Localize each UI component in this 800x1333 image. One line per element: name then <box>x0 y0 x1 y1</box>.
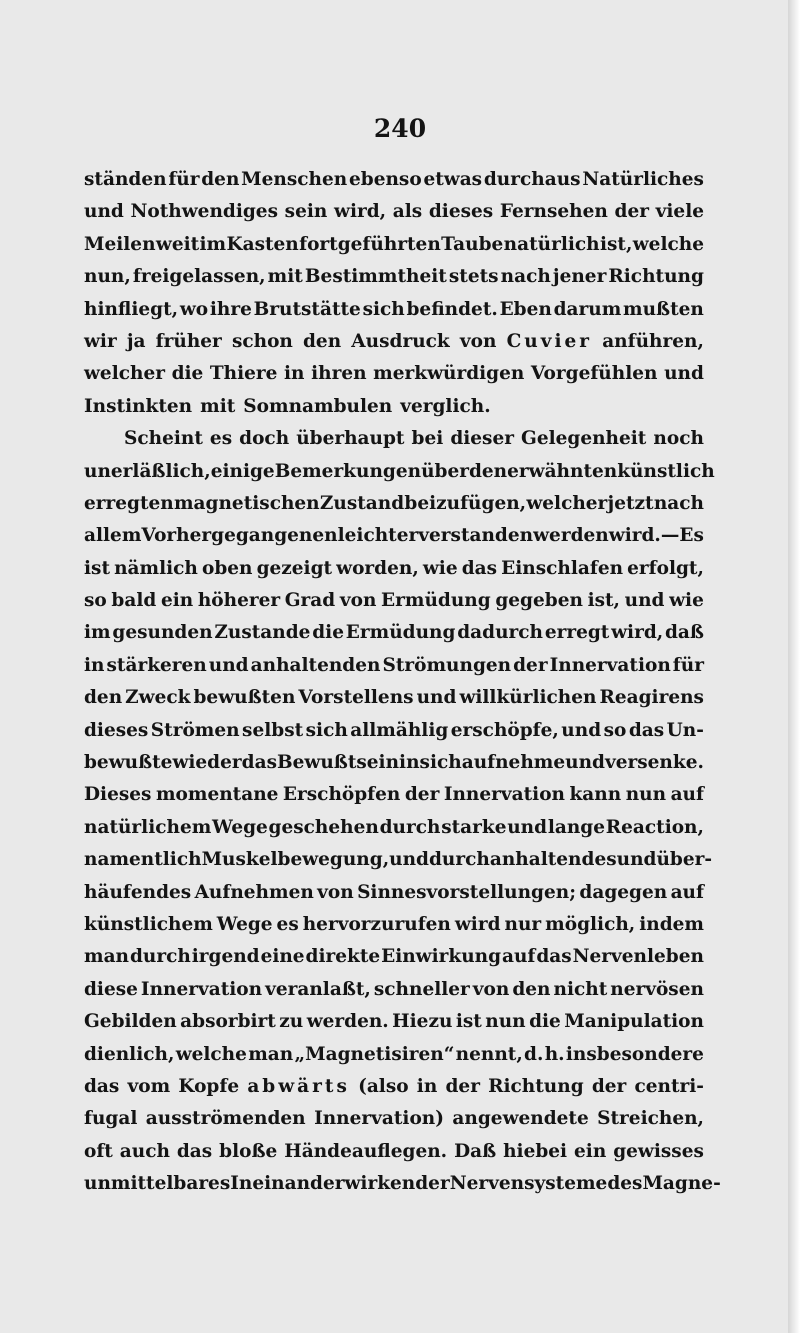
word: für <box>168 169 200 190</box>
word: fugal <box>84 1108 138 1130</box>
word: den <box>512 978 551 1000</box>
word: Wege <box>216 913 273 935</box>
word: man <box>84 946 130 968</box>
word: Innervation <box>549 654 671 676</box>
word: dienlich, <box>84 1043 175 1065</box>
word: momentane <box>155 784 279 806</box>
word: Cuvier <box>506 330 593 352</box>
word: sich <box>362 298 405 320</box>
word: nach <box>653 492 704 514</box>
word: in <box>84 654 105 676</box>
word: ist <box>455 1011 482 1033</box>
word: bei <box>411 428 444 450</box>
word: freigelassen, <box>132 266 266 288</box>
word: Thiere <box>209 363 278 385</box>
word: welcher <box>526 492 608 514</box>
word: Somnambulen <box>243 395 393 417</box>
word: diese <box>84 978 138 1000</box>
word: absorbirt <box>180 1011 276 1033</box>
page-number: 240 <box>373 114 427 143</box>
word: werden <box>533 525 609 547</box>
word: schon <box>231 330 293 352</box>
word: wird. <box>608 525 661 547</box>
word: sich <box>419 752 462 774</box>
word: befindet. <box>406 298 498 320</box>
word: erregt <box>544 622 610 644</box>
word: im <box>199 233 227 255</box>
word: das <box>536 946 572 968</box>
word: so <box>84 590 107 612</box>
word: wird, <box>611 622 664 644</box>
word: früher <box>155 330 222 352</box>
word: und <box>416 687 457 709</box>
word: Magne- <box>642 1173 721 1195</box>
word: natürlichem <box>84 816 212 838</box>
word: starke <box>441 816 507 838</box>
word: (also <box>358 1075 409 1097</box>
word: die <box>171 363 204 385</box>
word: erwähnten <box>507 460 618 482</box>
word: den <box>84 687 123 709</box>
word: ist <box>84 557 110 579</box>
text-line <box>84 488 704 520</box>
word: Fernsehen <box>499 201 608 223</box>
word: von <box>317 881 354 903</box>
word: gewisses <box>613 1140 704 1162</box>
word: unerläßlich, <box>84 460 211 482</box>
word: auch <box>119 1140 170 1162</box>
word: Gelegenheit <box>521 428 647 450</box>
word: Nervenleben <box>572 946 704 968</box>
word: wird, <box>334 201 387 223</box>
text-line <box>84 391 704 423</box>
word: Vorhergegangenen <box>141 525 338 547</box>
word: nämlich <box>114 557 198 579</box>
word: Instinkten <box>84 395 193 417</box>
text-line <box>84 779 704 811</box>
word: natürlich <box>503 233 600 255</box>
word: ebenso <box>349 169 422 190</box>
word: centri- <box>634 1075 704 1097</box>
word: durch <box>129 946 191 968</box>
word: über <box>421 460 469 482</box>
word: „Magnetisiren“ <box>294 1043 455 1065</box>
word: insbesondere <box>565 1043 704 1065</box>
word: Einschlafen <box>501 557 624 579</box>
word: dagegen <box>579 881 668 903</box>
text-line <box>84 909 704 941</box>
word: anhaltendes <box>489 849 617 871</box>
word: dieses <box>84 719 149 741</box>
text-line <box>84 747 704 779</box>
word: ein <box>574 1140 607 1162</box>
word: man <box>248 1043 294 1065</box>
word: in <box>416 1075 438 1097</box>
word: irgend <box>191 946 260 968</box>
word: ein <box>160 590 194 612</box>
word: d. <box>524 1043 544 1065</box>
word: Dieses <box>84 784 152 806</box>
text-line <box>84 261 704 293</box>
word: unmittelbares <box>84 1173 231 1195</box>
word: höherer <box>197 590 281 612</box>
word: nun <box>625 784 667 806</box>
word: Einwirkung <box>381 946 502 968</box>
word: aufnehme <box>461 752 566 774</box>
word: Reaction, <box>605 816 704 838</box>
word: wieder <box>172 752 242 774</box>
text-line <box>84 553 704 585</box>
word: veranlaßt, <box>265 978 371 1000</box>
word: der <box>415 1173 450 1195</box>
word: anführen, <box>602 330 704 352</box>
word: jener <box>552 266 607 288</box>
word: welche <box>632 233 704 255</box>
word: als <box>392 201 423 223</box>
word: geschehen <box>268 816 379 838</box>
word: Sinnesvorstellungen; <box>357 881 577 903</box>
word: für <box>672 654 704 676</box>
word: und <box>389 849 429 871</box>
word: angewendete <box>452 1108 589 1130</box>
word: Innervation) <box>314 1108 444 1130</box>
word: ist, <box>599 233 633 255</box>
word: Richtung <box>488 1075 584 1097</box>
word: h. <box>544 1043 565 1065</box>
word: wird <box>454 913 501 935</box>
word: und <box>664 363 704 385</box>
word: bald <box>111 590 157 612</box>
word: von <box>459 330 497 352</box>
word: verstanden <box>418 525 534 547</box>
word: und <box>208 654 249 676</box>
word: Strömungen <box>382 654 512 676</box>
word: nun <box>485 1011 526 1033</box>
word: häufendes <box>84 881 192 903</box>
page-spine-shadow <box>788 0 800 1333</box>
word: erschöpfe, <box>450 719 559 741</box>
word: hervorzurufen <box>302 913 451 935</box>
word: — <box>660 525 680 547</box>
word: Erschöpfen <box>282 784 401 806</box>
word: wir <box>84 330 117 352</box>
word: zu <box>279 1011 304 1033</box>
word: einige <box>210 460 275 482</box>
word: gesunden <box>112 622 213 644</box>
word: oben <box>201 557 253 579</box>
word: dieses <box>428 201 494 223</box>
word: Strömen <box>150 719 240 741</box>
word: viele <box>655 201 704 223</box>
word: bloße <box>219 1140 278 1162</box>
word: den <box>201 169 240 190</box>
word: Brutstätte <box>253 298 361 320</box>
word: mußten <box>623 298 704 320</box>
word: direkte <box>305 946 381 968</box>
text-line <box>84 617 704 649</box>
word: und <box>507 816 548 838</box>
word: Bestimmtheit <box>304 266 447 288</box>
word: jetzt <box>607 492 654 514</box>
word: nennt, <box>455 1043 523 1065</box>
word: mit <box>267 266 303 288</box>
word: hinfliegt, <box>84 298 179 320</box>
word: Taube <box>441 233 504 255</box>
word: bewußten <box>193 687 296 709</box>
word: und <box>561 719 602 741</box>
word: stets <box>448 266 499 288</box>
word: doch <box>239 428 290 450</box>
word: Zweck <box>125 687 191 709</box>
word: Innervation <box>140 978 263 1000</box>
word: Natürliches <box>582 169 704 190</box>
word: fortgeführten <box>299 233 441 255</box>
word: des <box>607 1173 643 1195</box>
word: verglich. <box>400 395 491 417</box>
word: Un- <box>666 719 704 741</box>
word: merkwürdigen <box>373 363 525 385</box>
text-line <box>84 164 704 196</box>
word: künstlich <box>617 460 715 482</box>
text-line <box>84 294 704 326</box>
word: von <box>472 978 510 1000</box>
text-line <box>84 650 704 682</box>
word: Händeauflegen. <box>284 1140 448 1162</box>
word: willkürlichen <box>459 687 597 709</box>
word: ständen <box>84 169 167 190</box>
word: die <box>312 622 344 644</box>
word: Vorgefühlen <box>530 363 658 385</box>
word: es <box>209 428 233 450</box>
word: das <box>176 1140 213 1162</box>
word: Innervation <box>443 784 565 806</box>
word: Ausdruck <box>351 330 450 352</box>
word: der <box>513 654 548 676</box>
word: Nervensysteme <box>449 1173 608 1195</box>
word: leichter <box>337 525 419 547</box>
word: der <box>591 1075 627 1097</box>
word: es <box>276 913 299 935</box>
word: ausströmenden <box>145 1108 306 1130</box>
word: nur <box>504 913 542 935</box>
word: sein <box>284 201 328 223</box>
text-line <box>84 1006 704 1038</box>
word: oft <box>84 1140 113 1162</box>
word: das <box>241 752 277 774</box>
word: und <box>624 590 665 612</box>
word: bewußte <box>84 752 173 774</box>
word: dadurch <box>457 622 544 644</box>
word: das <box>84 1075 120 1097</box>
word: ja <box>126 330 146 352</box>
word: Muskelbewegung, <box>201 849 390 871</box>
word: und <box>616 849 657 871</box>
word: der <box>445 1075 480 1097</box>
body-text <box>84 164 721 1201</box>
word: ist, <box>587 590 620 612</box>
word: Daß <box>454 1140 497 1162</box>
text-line <box>84 877 704 909</box>
word: den <box>468 460 508 482</box>
word: so <box>603 719 627 741</box>
word: selbst <box>242 719 304 741</box>
word: von <box>339 590 377 612</box>
word: das <box>461 557 498 579</box>
word: Meilen <box>84 233 156 255</box>
word: gegeben <box>495 590 583 612</box>
word: überhaupt <box>296 428 405 450</box>
word: allem <box>84 525 142 547</box>
text-line <box>84 682 704 714</box>
word: Aufnehmen <box>194 881 314 903</box>
text-line <box>84 520 704 552</box>
word: Grad <box>284 590 336 612</box>
word: Bemerkungen <box>274 460 422 482</box>
word: Richtung <box>608 266 704 288</box>
word: durch <box>379 816 441 838</box>
word: hiebei <box>503 1140 568 1162</box>
word: wie <box>669 590 704 612</box>
word: und <box>84 201 124 223</box>
word: Zustande <box>214 622 311 644</box>
word: Wege <box>212 816 268 838</box>
word: Nothwendiges <box>130 201 278 223</box>
word: Eben <box>499 298 552 320</box>
word: mit <box>200 395 236 417</box>
text-line <box>84 1168 721 1200</box>
word: welche <box>175 1043 247 1065</box>
word: schneller <box>373 978 470 1000</box>
word: künstlichem <box>84 913 213 935</box>
word: Vorstellens <box>298 687 414 709</box>
text-line <box>84 456 715 488</box>
word: stärkeren <box>106 654 207 676</box>
word: durchaus <box>483 169 581 190</box>
text-line <box>84 1071 704 1103</box>
word: nicht <box>553 978 608 1000</box>
word: worden, <box>336 557 419 579</box>
word: kann <box>569 784 622 806</box>
word: sich <box>305 719 348 741</box>
word: welcher <box>84 363 165 385</box>
word: Streichen, <box>597 1108 704 1130</box>
text-line <box>84 941 704 973</box>
word: wo <box>179 298 209 320</box>
word: und <box>565 752 605 774</box>
word: lange <box>547 816 605 838</box>
word: in <box>284 363 305 385</box>
word: Bewußtsein <box>276 752 400 774</box>
word: versenke. <box>604 752 704 774</box>
word: daß <box>665 622 704 644</box>
word: Ermüdung <box>345 622 456 644</box>
text-line <box>84 715 704 747</box>
word: ihren <box>311 363 367 385</box>
word: über- <box>656 849 713 871</box>
word: Manipulation <box>564 1011 704 1033</box>
text-line <box>84 974 704 1006</box>
text-line <box>84 585 704 617</box>
word: auf <box>501 946 536 968</box>
word: Es <box>679 525 704 547</box>
word: der <box>614 201 649 223</box>
text-line <box>84 1103 704 1135</box>
word: werden. <box>306 1011 389 1033</box>
word: darum <box>553 298 622 320</box>
text-line <box>84 229 704 261</box>
word: der <box>404 784 440 806</box>
word: Menschen <box>241 169 348 190</box>
word: durch <box>428 849 490 871</box>
text-line <box>84 1039 704 1071</box>
text-line <box>84 326 704 358</box>
text-line <box>84 844 713 876</box>
word: ihre <box>209 298 252 320</box>
word: noch <box>653 428 704 450</box>
word: weit <box>155 233 200 255</box>
word: nach <box>500 266 551 288</box>
word: erregten <box>84 492 174 514</box>
text-line <box>84 196 704 228</box>
word: Hiezu <box>392 1011 453 1033</box>
word: anhaltenden <box>250 654 381 676</box>
word: Gebilden <box>84 1011 177 1033</box>
word: indem <box>639 913 704 935</box>
word: Reagirens <box>599 687 704 709</box>
word: eine <box>260 946 305 968</box>
word: Zustand <box>319 492 405 514</box>
word: Kopfe <box>178 1075 240 1097</box>
word: das <box>628 719 665 741</box>
text-line <box>84 358 704 390</box>
word: gezeigt <box>256 557 333 579</box>
text-line <box>84 1136 704 1168</box>
word: Scheint <box>124 428 203 450</box>
word: nun, <box>84 266 131 288</box>
word: den <box>303 330 342 352</box>
word: Ermüdung <box>381 590 491 612</box>
word: abwärts <box>247 1075 350 1097</box>
word: vom <box>127 1075 171 1097</box>
word: möglich, <box>545 913 636 935</box>
text-line <box>84 812 704 844</box>
word: beizufügen, <box>404 492 527 514</box>
word: in <box>399 752 420 774</box>
word: magnetischen <box>173 492 320 514</box>
word: die <box>529 1011 561 1033</box>
word: nervösen <box>610 978 704 1000</box>
word: im <box>84 622 111 644</box>
word: Kasten <box>226 233 299 255</box>
word: dieser <box>450 428 514 450</box>
word: etwas <box>423 169 483 190</box>
word: namentlich <box>84 849 202 871</box>
word: Ineinanderwirken <box>230 1173 416 1195</box>
word: allmählig <box>350 719 449 741</box>
word: erfolgt, <box>627 557 704 579</box>
word: auf <box>670 881 704 903</box>
text-line <box>84 423 704 455</box>
word: auf <box>670 784 704 806</box>
word: wie <box>422 557 458 579</box>
